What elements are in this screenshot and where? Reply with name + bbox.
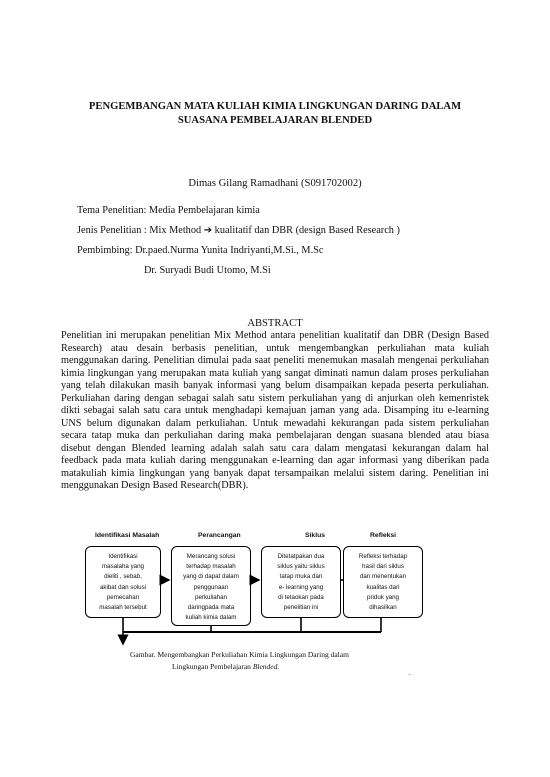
title-line-1: PENGEMBANGAN MATA KULIAH KIMIA LINGKUNGAN DARING DALAM <box>88 101 462 112</box>
box-line: Identifikasi <box>108 553 138 560</box>
box-line: di tetaokan pada <box>278 593 324 601</box>
abstract-text: Penelitian ini merupakan penelitian Mix Method antara penelitian kualitatif dan DBR (Design Based Research) atau desain berbasis penelitian, untuk mengembangkan perkuliahan mata kuliah menggunakan daring. Penelitian dimulai pada saat peneliti menemukan masalah mengenai perkuliahan kimia lingkungan yang merupakan mata kuliah yang sangat diminati namun dalam proses perkuliahan yang telah dilakukan masih banyak informasi yang belum disampaikan kepada peserta perkuliahan. Perkuliahan daring dengan sebagai salah satu sistem perkuliahan yang di anjurkan oleh kemenristek dikti sebagai salah satu cara untuk menghadapi kemajuan jaman yang ada. Disamping itu e-learning UNS belum digunakan dalam perkuliahan. Untuk mewadahi kekurangan pada sistem perkuliahan secara tatap muka dan perkuliahan daring maka pembelajaran dengan suasana blended atau biasa disebut dengan Blended learning adalah salah satu cara dalam mengatasi kekurangan dalam hal feedback pada mata kuliah daring menggunakan e-learning dan agar informasi yang diberikan pada matakuliah kimia lingkungan yang banyak dapat tersampaikan melalui sistem daring. Penelitian ini menggunakan Design Based Research(DBR). <box>61 330 489 491</box>
caption-line-2 <box>130 661 349 673</box>
box-line: daringpada mata <box>187 604 235 612</box>
box-line: pemecahan <box>106 593 140 601</box>
paper-title <box>60 100 490 128</box>
box-line: penggunaan <box>193 583 229 591</box>
supervisor-2: Dr. Suryadi Budi Utomo, M.Si <box>144 265 271 276</box>
author-line: Dimas Gilang Ramadhani (S091702002) <box>188 178 362 189</box>
box-line: priduk yang <box>367 593 399 601</box>
box-line: dihasilkan <box>369 604 397 612</box>
abstract-heading: ABSTRACT <box>247 318 303 329</box>
box-line: Ditetatpakan dua <box>277 553 325 560</box>
figure-caption <box>130 649 349 673</box>
caption-line-2-italic: Blended. <box>252 662 280 671</box>
column-heading-identifikasi: Identifikasi Masalah <box>95 532 160 539</box>
column-heading-siklus: Siklus <box>305 532 326 539</box>
box-line: hasil dari siklus <box>362 563 404 571</box>
title-line-2: SUASANA PEMBELAJARAN BLENDED <box>177 115 373 126</box>
caption-line-2-text: Lingkungan Pembelajaran <box>172 662 253 671</box>
box-line: yang di dapat dalam <box>183 573 239 581</box>
research-type-label: Jenis Penelitian : Mix Method <box>77 225 204 236</box>
box-line: penelitian ini <box>283 604 319 612</box>
box-line: siklus yaitu siklus <box>277 563 325 571</box>
box-line: masalaha yang <box>102 563 144 571</box>
box-line: Refleksi terhadap <box>358 553 408 560</box>
box-line: dieliti , sebab, <box>104 573 142 581</box>
box-line: kuliah kimia dalam <box>185 614 237 622</box>
research-type <box>77 225 400 236</box>
box-line: masalah tersebut <box>99 604 147 612</box>
box-line: dan menentukan <box>359 573 407 581</box>
box-line: e- learning yang <box>278 583 324 591</box>
box-line: kualitas dari <box>366 583 400 591</box>
box-line: Merancang solusi <box>186 553 236 560</box>
supervisor-1: Pembimbing: Dr.paed.Nurma Yunita Indriyanti,M.Si., M.Sc <box>77 245 324 256</box>
box-line: tatap muka dan <box>279 573 323 581</box>
research-type-methods: kualitatif dan DBR (design Based Research ) <box>212 225 400 236</box>
box-line: akibat dan solusi <box>99 583 147 591</box>
abstract-body <box>61 330 489 493</box>
page-mark: . <box>409 669 411 677</box>
box-line: terhadap masalah <box>186 563 236 571</box>
column-heading-refleksi: Refleksi <box>370 532 397 539</box>
research-theme: Tema Penelitian: Media Pembelajaran kimia <box>77 205 260 216</box>
right-arrow-icon: ➔ <box>203 225 213 236</box>
column-heading-perancangan: Perancangan <box>198 532 241 539</box>
box-line: perkuliahan <box>195 593 227 601</box>
caption-line-1: Gambar. Mengembangkan Perkuliahan Kimia Lingkungan Daring dalam <box>130 650 349 659</box>
